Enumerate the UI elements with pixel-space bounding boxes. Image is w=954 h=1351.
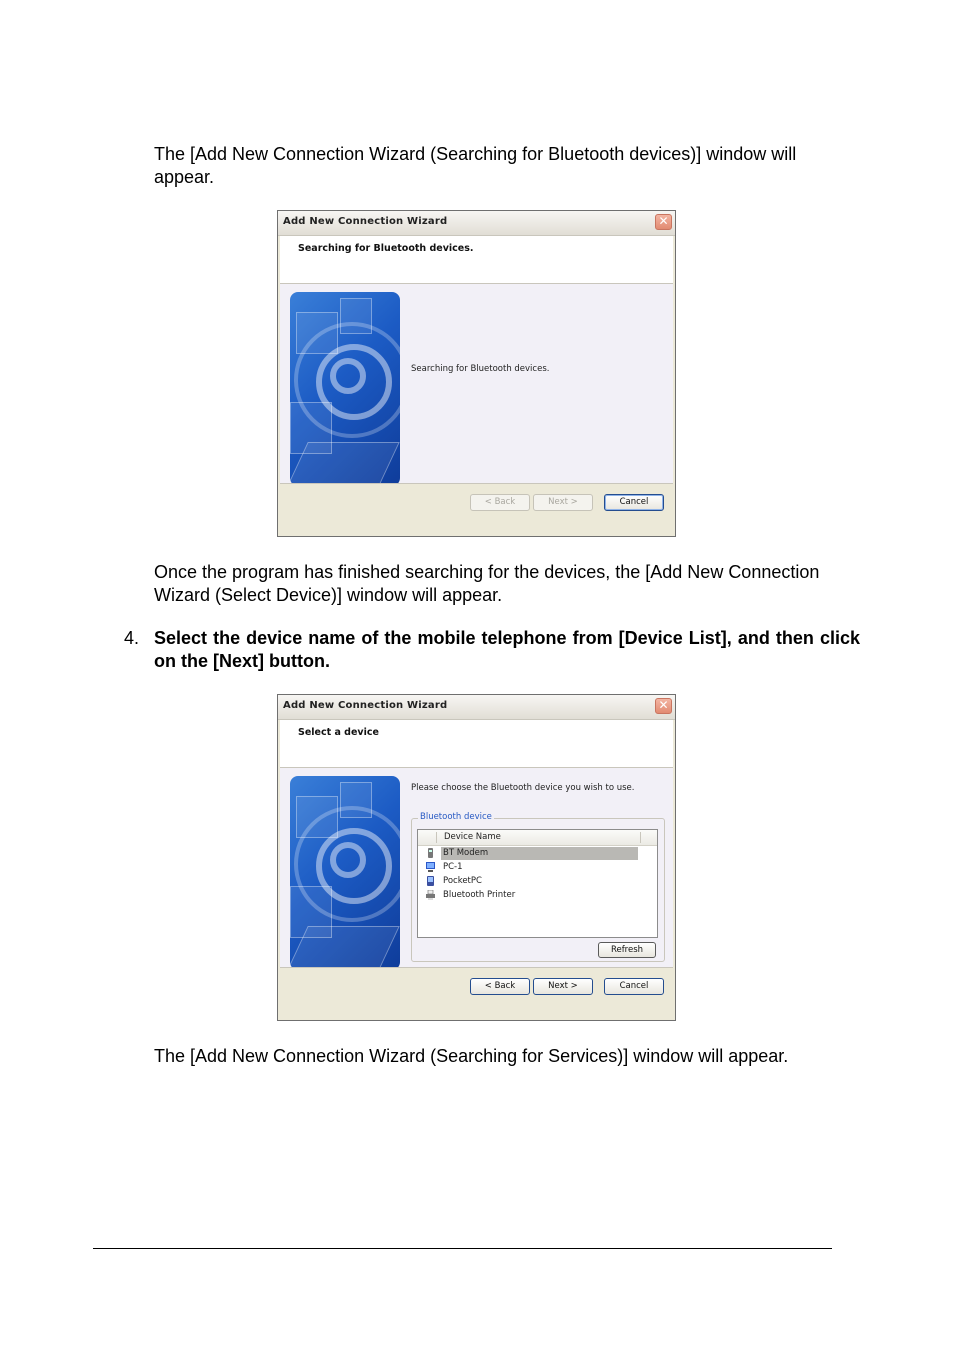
list-header: [418, 830, 657, 846]
modem-icon: [426, 848, 435, 858]
wizard-footer: [280, 484, 673, 534]
step-number: 4.: [124, 628, 140, 648]
wizard-footer: [280, 968, 673, 1018]
bluetooth-illustration-icon: [290, 292, 400, 486]
cancel-button[interactable]: Cancel: [604, 978, 664, 995]
back-button[interactable]: < Back: [470, 978, 530, 995]
step-4: [124, 627, 860, 673]
window-title: Add New Connection Wizard: [283, 216, 448, 227]
footer-rule: [93, 1248, 832, 1249]
wizard-header-title: Select a device: [298, 727, 379, 738]
wizard-window-select-device: [277, 694, 676, 1021]
wizard-header: [280, 720, 673, 768]
group-label: Bluetooth device: [420, 812, 492, 822]
list-item[interactable]: PocketPC: [420, 875, 640, 888]
list-item[interactable]: BT Modem: [420, 847, 640, 860]
status-message: Searching for Bluetooth devices.: [411, 364, 550, 374]
back-button[interactable]: < Back: [470, 494, 530, 511]
finished-paragraph: Once the program has finished searching for the devices, the [Add New Connection Wizard (Select Device)] window will appear.: [154, 562, 820, 605]
window-title: Add New Connection Wizard: [283, 700, 448, 711]
wizard-header-title: Searching for Bluetooth devices.: [298, 243, 474, 254]
close-icon[interactable]: ✕: [655, 698, 672, 714]
next-button[interactable]: Next >: [533, 494, 593, 511]
step-text: Select the device name of the mobile telephone from [Device List], and then click on the [Next] button.: [154, 628, 860, 671]
title-bar: [278, 695, 675, 720]
bluetooth-illustration-icon: [290, 776, 400, 970]
services-paragraph: The [Add New Connection Wizard (Searching for Services)] window will appear.: [154, 1046, 789, 1066]
wizard-header: [280, 236, 673, 284]
printer-icon: [426, 890, 435, 900]
bluetooth-device-group: [411, 812, 665, 962]
device-list[interactable]: [417, 829, 658, 938]
next-button[interactable]: Next >: [533, 978, 593, 995]
refresh-button[interactable]: Refresh: [598, 942, 656, 958]
instruction-message: Please choose the Bluetooth device you wish to use.: [411, 783, 635, 793]
list-item[interactable]: PC-1: [420, 861, 640, 874]
cancel-button[interactable]: Cancel: [604, 494, 664, 511]
computer-icon: [426, 862, 435, 872]
column-device-name[interactable]: Device Name: [444, 832, 501, 842]
pda-icon: [426, 876, 435, 886]
wizard-window-searching: [277, 210, 676, 537]
close-icon[interactable]: ✕: [655, 214, 672, 230]
intro-paragraph: The [Add New Connection Wizard (Searching for Bluetooth devices)] window will appear.: [154, 144, 797, 187]
title-bar: [278, 211, 675, 236]
list-item[interactable]: Bluetooth Printer: [420, 889, 640, 902]
wizard-body: [280, 768, 673, 967]
wizard-body: [280, 284, 673, 483]
